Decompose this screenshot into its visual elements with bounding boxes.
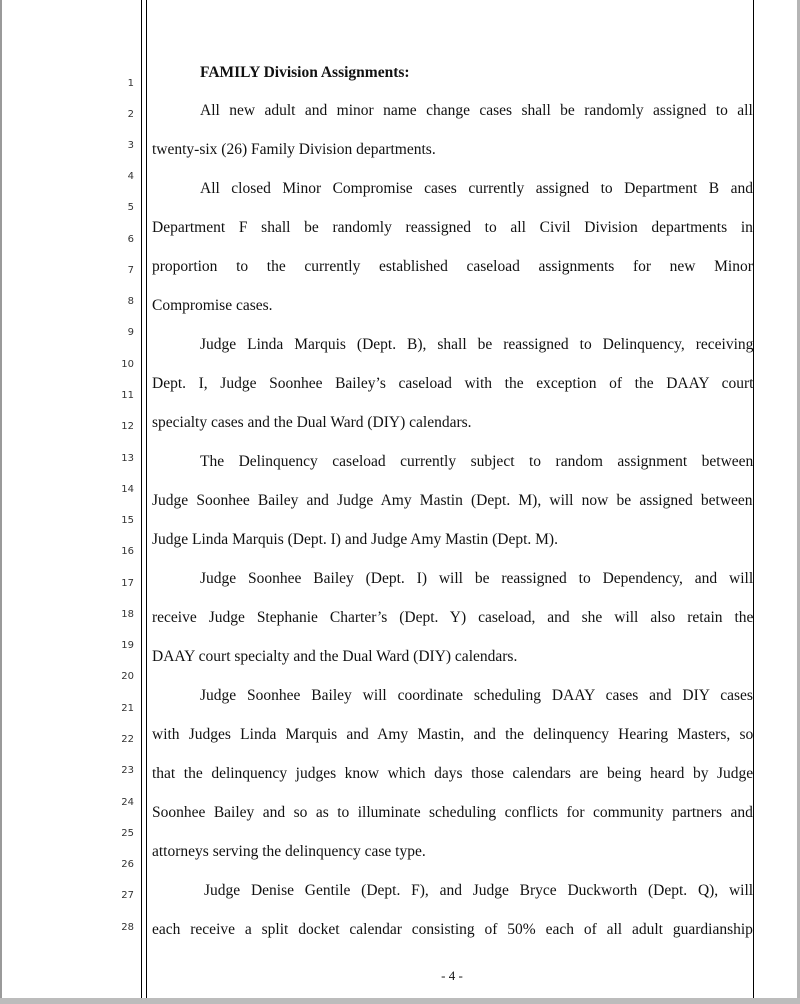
page-number: - 4 -	[441, 968, 463, 983]
body-text-line: twenty-six (26) Family Division departments.	[152, 141, 436, 158]
line-number: 22	[121, 734, 134, 745]
line-number: 11	[121, 390, 134, 401]
body-text-line: The Delinquency caseload currently subject to random assignment between	[200, 453, 754, 470]
line-number: 26	[121, 859, 134, 870]
body-text-line: Soonhee Bailey and so as to illuminate scheduling conflicts for community partners and	[152, 804, 753, 821]
body-text-line: specialty cases and the Dual Ward (DIY) calendars.	[152, 414, 472, 431]
body-text-line: each receive a split docket calendar consisting of 50% each of all adult guardianship	[152, 921, 753, 938]
line-number: 9	[127, 327, 134, 338]
body-text-line: All closed Minor Compromise cases currently assigned to Department B and	[200, 180, 753, 197]
body-text-line: attorneys serving the delinquency case type.	[152, 843, 426, 860]
body-text-line: Judge Linda Marquis (Dept. I) and Judge Amy Mastin (Dept. M).	[152, 531, 558, 548]
line-number: 2	[127, 109, 134, 120]
left-margin-rule-inner	[146, 0, 147, 998]
line-number: 5	[127, 202, 134, 213]
line-number: 12	[121, 421, 134, 432]
pleading-line-numbers	[0, 0, 140, 998]
body-text-line: Judge Linda Marquis (Dept. B), shall be reassigned to Delinquency, receiving	[200, 336, 754, 353]
line-number: 16	[121, 546, 134, 557]
body-text-line: with Judges Linda Marquis and Amy Mastin, and the delinquency Hearing Masters, so	[152, 726, 754, 743]
body-text-line: Compromise cases.	[152, 297, 273, 314]
body-text-line: Judge Soonhee Bailey (Dept. I) will be reassigned to Dependency, and will	[200, 570, 754, 587]
line-number: 13	[121, 453, 134, 464]
body-text-line: Department F shall be randomly reassigned to all Civil Division departments in	[152, 219, 753, 236]
line-number: 10	[121, 359, 134, 370]
body-text-line: All new adult and minor name change cases shall be randomly assigned to all	[200, 102, 753, 119]
line-number: 24	[121, 797, 134, 808]
right-margin-rule	[753, 0, 754, 998]
body-text-line: Judge Soonhee Bailey and Judge Amy Mastin (Dept. M), will now be assigned between	[152, 492, 753, 509]
body-text-line: DAAY court specialty and the Dual Ward (DIY) calendars.	[152, 648, 518, 665]
left-margin-rule-outer	[141, 0, 142, 998]
line-number: 18	[121, 609, 134, 620]
line-number: 20	[121, 671, 134, 682]
line-number: 19	[121, 640, 134, 651]
line-number: 3	[127, 140, 134, 151]
line-number: 21	[121, 703, 134, 714]
line-number: 7	[127, 265, 134, 276]
line-number: 8	[127, 296, 134, 307]
body-text-line: proportion to the currently established caseload assignments for new Minor	[152, 258, 753, 275]
line-number: 15	[121, 515, 134, 526]
line-number: 25	[121, 828, 134, 839]
page-bottom-edge	[0, 998, 800, 1004]
line-number: 28	[121, 922, 134, 933]
line-number: 17	[121, 578, 134, 589]
section-heading: FAMILY Division Assignments:	[200, 64, 410, 81]
body-text-line: that the delinquency judges know which days those calendars are being heard by Judge	[152, 765, 754, 782]
body-text-line: receive Judge Stephanie Charter’s (Dept. Y) caseload, and she will also retain the	[152, 609, 754, 626]
line-number: 23	[121, 765, 134, 776]
body-text-line: Dept. I, Judge Soonhee Bailey’s caseload with the exception of the DAAY court	[152, 375, 754, 392]
body-text-line: Judge Soonhee Bailey will coordinate scheduling DAAY cases and DIY cases	[200, 687, 753, 704]
line-number: 4	[127, 171, 134, 182]
line-number: 14	[121, 484, 134, 495]
line-number: 1	[127, 78, 134, 89]
line-number: 27	[121, 890, 134, 901]
body-text-line: Judge Denise Gentile (Dept. F), and Judge Bryce Duckworth (Dept. Q), will	[204, 882, 754, 899]
line-number: 6	[127, 234, 134, 245]
